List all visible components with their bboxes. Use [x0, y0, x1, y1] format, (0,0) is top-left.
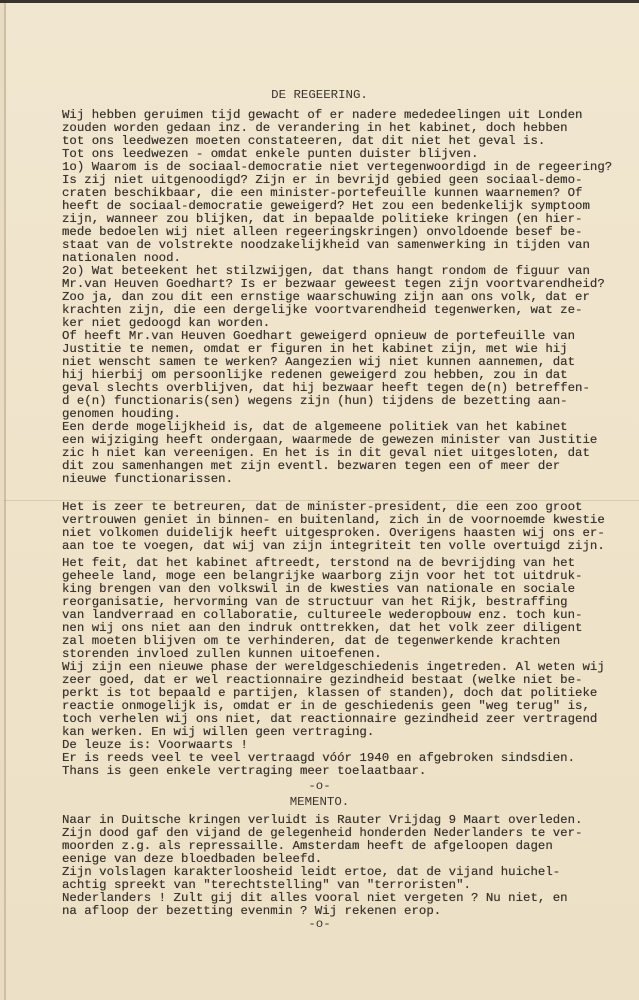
text-line: dit zou samenhangen met zijn eventl. bezwaren tegen een of meer der: [62, 459, 561, 473]
text-line: 1o) Waarom is de sociaal-democratie niet vertegenwoordigd in de regeering?: [62, 160, 613, 174]
text-line: krachten zijn, die een dergelijke voortvarendheid tegenwerken, wat ze-: [62, 303, 583, 317]
text-line: heeft de sociaal-democratie geweigerd? Het zou een bedenkelijk symptoom: [62, 199, 590, 213]
text-line: craten beschikbaar, die een minister-portefeuille kunnen waarnemen? Of: [62, 186, 583, 200]
text-line: storenden invloed zullen kunnen uitoefenen.: [62, 647, 382, 661]
text-line: Thans is geen enkele vertraging meer toelaatbaar.: [62, 764, 427, 778]
text-line: Justitie te nemen, omdat er figuren in het kabinet zijn, met wie hij: [62, 342, 568, 356]
text-line: nieuwe functionarissen.: [62, 472, 234, 486]
text-line: kan werken. En wij willen geen vertraging.: [62, 725, 375, 739]
text-line: zijn, wanneer zou blijken, dat in bepaalde politieke kringen (en hier-: [62, 212, 583, 226]
text-line: Het feit, dat het kabinet aftreedt, terstond na de bevrijding van het: [62, 556, 576, 570]
text-line: niet wenscht samen te werken? Aangezien wij niet kunnen aannemen, dat: [62, 355, 576, 369]
text-line: een wijziging heeft ondergaan, waarmede de gewezen minister van Justitie: [62, 433, 598, 447]
text-line: perkt is tot bepaald e partijen, klassen of standen), doch dat politieke: [62, 686, 598, 700]
text-line: zal moeten blijven om te verhinderen, dat de tegenwerkende krachten: [62, 634, 561, 648]
text-line: De leuze is: Voorwaarts !: [62, 738, 248, 752]
text-line: Is zij niet uitgenoodigd? Zijn er in bevrijd gebied geen sociaal-demo-: [62, 173, 583, 187]
text-line: geval slechts overblijven, dat hij bezwaar heeft tegen de(n) betreffen-: [62, 381, 590, 395]
text-line: Nederlanders ! Zult gij dit alles vooral niet vergeten ? Nu niet, en: [62, 891, 568, 905]
text-line: van landverraad en collaboratie, cultureele wederopbouw enz. toch kun-: [62, 608, 583, 622]
text-line: Een derde mogelijkheid is, dat de algemeene politiek van het kabinet: [62, 420, 568, 434]
separator: -o-: [308, 779, 331, 793]
memento-title: MEMENTO.: [289, 795, 350, 809]
text-line: geheele land, moge een belangrijke waarborg zijn voor het tot uitdruk-: [62, 569, 583, 583]
text-line: aan toe te voegen, dat wij van zijn integriteit ten volle overtuigd zijn.: [62, 539, 605, 553]
top-edge: [0, 0, 639, 3]
text-line: hij hierbij om persoonlijke redenen geweigerd zou hebben, zou in dat: [62, 368, 568, 382]
text-line: zic h niet kan vereenigen. En het is in dit geval niet uitgesloten, dat: [62, 446, 590, 460]
article-title: DE REGEERING.: [271, 88, 368, 102]
text-line: Naar in Duitsche kringen verluidt is Rauter Vrijdag 9 Maart overleden.: [62, 813, 583, 827]
text-line: vertrouwen geniet in binnen- en buitenland, zich in de voornoemde kwestie: [62, 513, 605, 527]
text-line: niet volkomen duidelijk heeft uitgesproken. Overigens haasten wij ons er-: [62, 526, 605, 540]
text-line: Wij hebben geruimen tijd gewacht of er nadere mededeelingen uit Londen: [62, 108, 583, 122]
text-line: eenige van deze bloedbaden beleefd.: [62, 852, 323, 866]
text-line: Wij zijn een nieuwe phase der wereldgeschiedenis ingetreden. Al weten wij: [62, 660, 605, 674]
text-line: 2o) Wat beteekent het stilzwijgen, dat thans hangt rondom de figuur van: [62, 264, 590, 278]
text-line: mede bedoelen wij niet alleen regeeringskringen) onvoldoende besef be-: [62, 225, 583, 239]
text-line: zouden worden gedaan inz. de verandering in het kabinet, doch hebben: [62, 121, 568, 135]
text-line: d e(n) functionaris(sen) wegens zijn (hun) tijdens de bezetting aan-: [62, 394, 568, 408]
text-line: tot ons leedwezen moeten constateeren, dat dit niet het geval is.: [62, 134, 546, 148]
text-line: moorden z.g. als repressaille. Amsterdam heeft de afgeloopen dagen: [62, 839, 553, 853]
text-line: Of heeft Mr.van Heuven Goedhart geweigerd opnieuw de portefeuille van: [62, 329, 576, 343]
text-line: na afloop der bezetting evenmin ? Wij rekenen erop.: [62, 904, 442, 918]
text-line: staat van de volstrekte noodzakelijkheid van samenwerking in tijden van: [62, 238, 590, 252]
text-line: Zijn dood gaf den vijand de gelegenheid honderden Nederlanders te ver-: [62, 826, 583, 840]
text-line: Zoo ja, dan zou dit een ernstige waarschuwing zijn aan ons volk, dat er: [62, 290, 590, 304]
text-line: Het is zeer te betreuren, dat de minister-president, die een zoo groot: [62, 500, 583, 514]
text-line: toch verhelen wij ons niet, dat reactionnaire gezindheid zeer vertragend: [62, 712, 598, 726]
text-line: Zijn volslagen karakterloosheid leidt ertoe, dat de vijand huichel-: [62, 865, 561, 879]
text-line: reactie onmogelijk is, omdat er in de geschiedenis geen "weg terug" is,: [62, 699, 590, 713]
text-line: achtig spreekt van "terechtstelling" van "terroristen".: [62, 878, 471, 892]
text-line: nationalen nood.: [62, 251, 181, 265]
separator-end: -o-: [308, 917, 331, 931]
text-line: nen wij ons niet aan den indruk onttrekken, dat het volk zeer diligent: [62, 621, 583, 635]
text-line: ker niet gedoogd kan worden.: [62, 316, 271, 330]
text-line: Mr.van Heuven Goedhart? Is er bezwaar geweest tegen zijn voortvarendheid?: [62, 277, 605, 291]
text-line: genomen houding.: [62, 407, 181, 421]
text-line: Er is reeds veel te veel vertraagd vóór 1940 en afgebroken sindsdien.: [62, 751, 576, 765]
text-line: king brengen van den volkswil in de kwesties van nationale en sociale: [62, 582, 576, 596]
text-line: Tot ons leedwezen - omdat enkele punten duister blijven.: [62, 147, 479, 161]
text-line: reorganisatie, hervorming van de structuur van het Rijk, bestraffing: [62, 595, 568, 609]
text-line: zeer goed, dat er wel reactionnaire gezindheid bestaat (welke niet be-: [62, 673, 583, 687]
